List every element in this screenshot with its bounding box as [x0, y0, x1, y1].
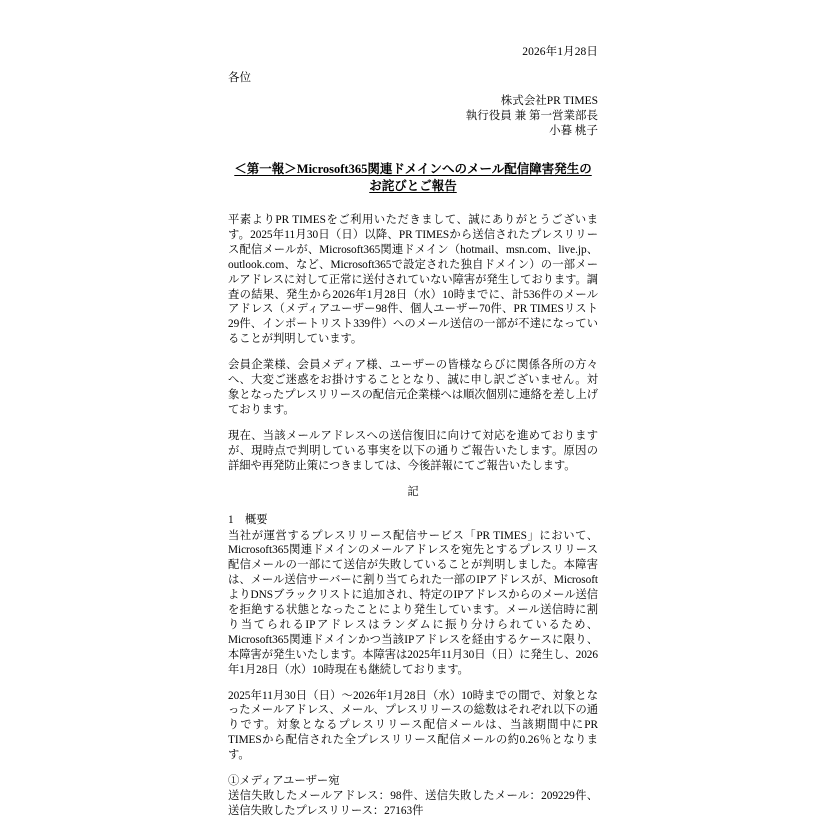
section-1-body-2: 2025年11月30日（日）〜2026年1月28日（水）10時までの間で、対象となったメールアドレス、メール、プレスリリースの総数はそれぞれ以下の通りです。対象となるプレスリリース配信メールは、当該期間中にPR TIMESから配信された全プレスリリース配信メールの約0.26％となります。: [228, 689, 598, 762]
section-1-body-1: 当社が運営するプレスリリース配信サービス「PR TIMES」において、Microsoft365関連ドメインのメールアドレスを宛先とするプレスリリース配信メールの一部にて送信が失敗していることが判明しました。本障害は、メール送信サーバーに割り当てられた一部のIPアドレスが、MicrosoftよりDNSブラックリストに追加され、特定のIPアドレスからのメール送信を拒絶する状態となったことにより発生しています。メール送信時に割り当てられるIPアドレスはランダムに振り分けられているため、Microsoft365関連ドメインかつ当該IPアドレスを経由するケースに限り、本障害が発生いたします。本障害は2025年11月30日（日）に発生し、2026年1月28日（水）10時現在も継続しております。: [228, 529, 598, 676]
page-title-line-2: お詫びとご報告: [369, 179, 457, 193]
sender-company: 株式会社PR TIMES: [500, 95, 598, 107]
intro-paragraph-1: 平素よりPR TIMESをご利用いただきまして、誠にありがとうございます。2025年11月30日（日）以降、PR TIMESから送信されたプレスリリース配信メールが、Microsoft365関連ドメイン（hotmail、msn.com、live.jp、outlook.com、など、Microsoft365で設定された独自ドメイン）の一部メールアドレスに対して正常に送付されていない障害が発生しております。調査の結果、発生から2026年1月28日（水）10時までに、計536件のメールアドレス（メディアユーザー98件、個人ユーザー70件、PR TIMESリスト29件、インポートリスト339件）へのメール送信の一部が不達になっていることが判明しています。: [228, 214, 598, 346]
section-1-item-1-label: ①メディアユーザー宛: [228, 775, 340, 788]
intro-paragraph-2: 会員企業様、会員メディア様、ユーザーの皆様ならびに関係各所の方々へ、大変ご迷惑をお掛けすることとなり、誠に申し訳ございません。対象となったプレスリリースの配信元企業様へは順次個別に連絡を差し上げております。: [228, 359, 598, 416]
sender-title: 執行役員 兼 第一営業部長: [465, 110, 598, 122]
document-date: 2026年1月28日: [522, 46, 598, 58]
sender-block: [228, 94, 598, 139]
section-1-item-1-body: 送信失敗したメールアドレス：98件、送信失敗したメール：209229件、送信失敗したプレスリリース：27163件: [228, 790, 598, 817]
intro-paragraph-3: 現在、当該メールアドレスへの送信復旧に向けて対応を進めておりますが、現時点で判明している事実を以下の通りご報告いたします。原因の詳細や再発防止策につきましては、今後詳報にてご報告いたします。: [228, 429, 598, 472]
page-title-line-1: ＜第一報＞Microsoft365関連ドメインへのメール配信障害発生の: [234, 162, 592, 176]
addressee: 各位: [228, 72, 251, 84]
section-1-heading: 1 概要: [228, 513, 268, 526]
ki-mark: 記: [407, 485, 419, 498]
page-title: [228, 161, 598, 195]
sender-name: 小暮 桃子: [549, 125, 598, 137]
